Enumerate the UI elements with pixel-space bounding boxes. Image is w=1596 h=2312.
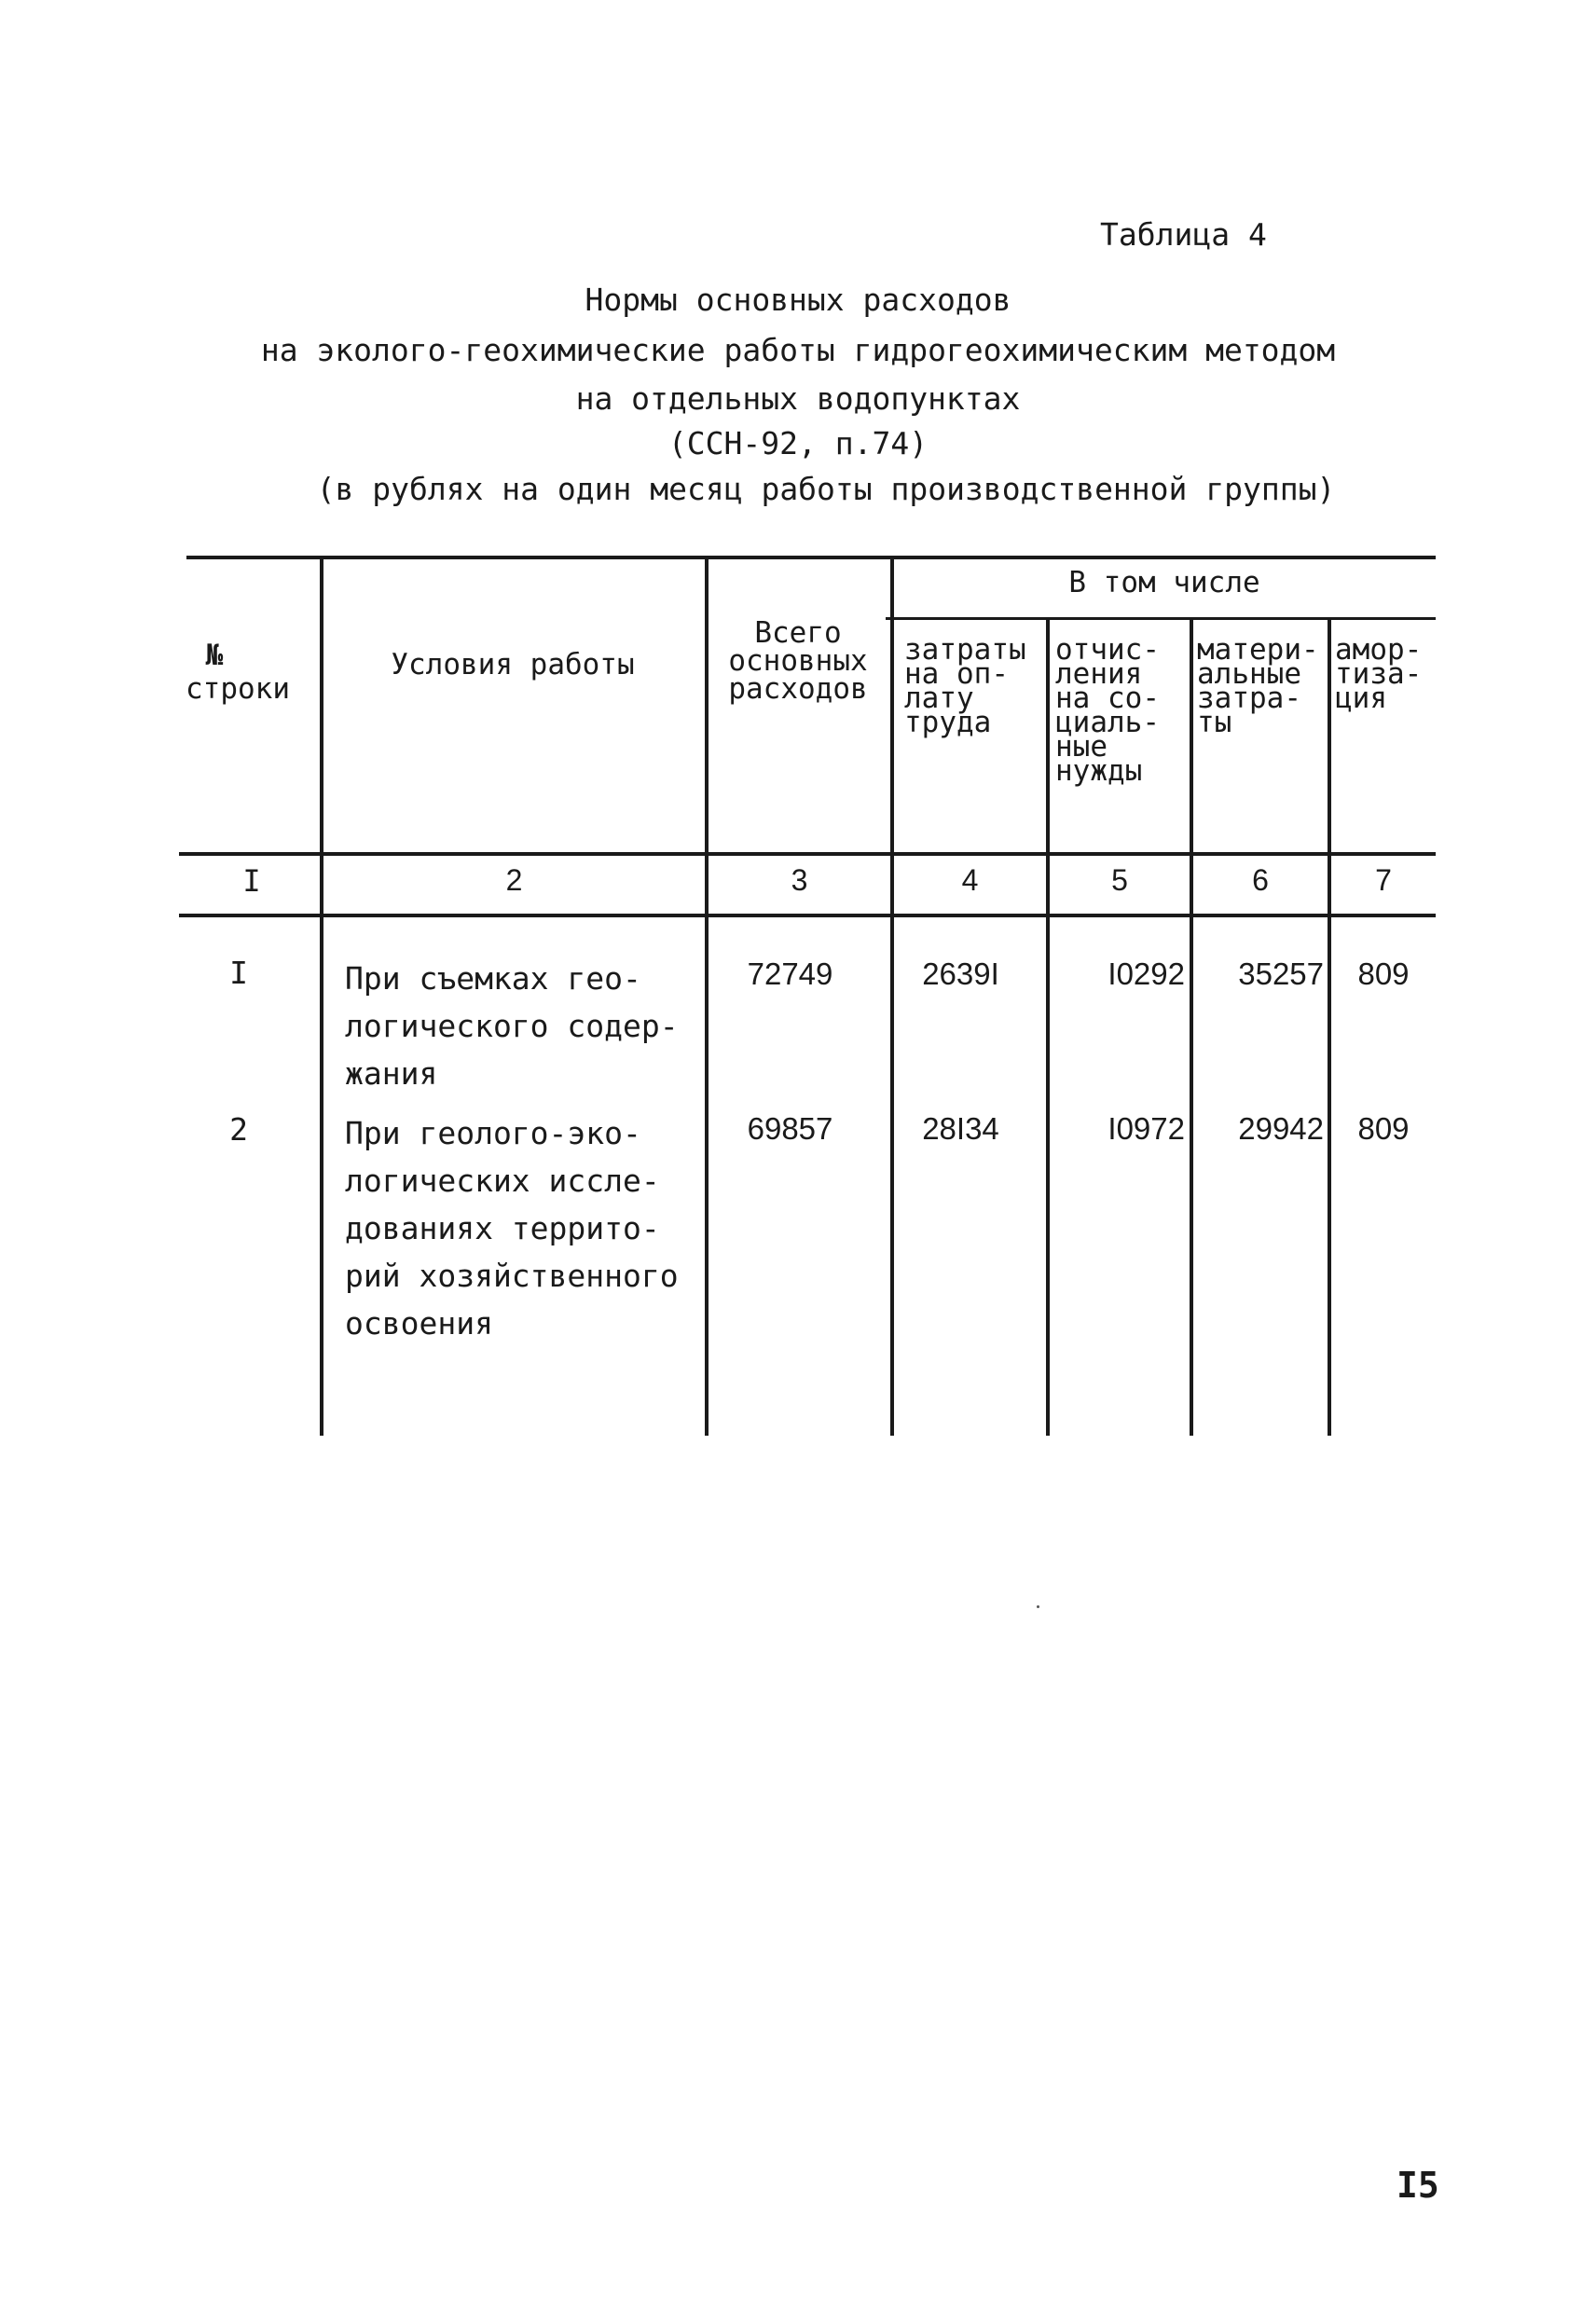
- amortization: 809: [1357, 956, 1410, 991]
- total-cost: 69857: [747, 1111, 833, 1146]
- title-line-1: Нормы основных расходов: [585, 282, 1011, 318]
- social-deductions: I0972: [1108, 1111, 1185, 1146]
- labor-cost-header: затраты на оп- лату труда: [904, 633, 1026, 739]
- materials-cost: 29942: [1238, 1111, 1324, 1146]
- column-divider: [890, 556, 894, 1436]
- column-number: 5: [1111, 863, 1128, 897]
- title-line-5: (в рублях на один месяц работы производственной группы): [316, 471, 1336, 507]
- title-line-3: на отдельных водопунктах: [575, 380, 1021, 417]
- column-number: 2: [505, 863, 523, 897]
- labor-cost: 2639I: [922, 956, 999, 991]
- amortization: 809: [1357, 1111, 1410, 1146]
- amortization-header: амор- тиза- ция: [1335, 633, 1423, 715]
- row-number-mark: №: [205, 639, 224, 672]
- scan-speck: [1037, 1605, 1039, 1608]
- subheader-rule: [886, 617, 1436, 620]
- row-number: 2: [229, 1111, 248, 1148]
- column-divider: [1328, 617, 1331, 1436]
- table-top-rule: [186, 556, 1436, 559]
- row-condition: При геолого-эко- логических иссле- дованиях террито- рий хозяйственного освоения: [345, 1115, 679, 1342]
- colnum-bottom-rule: [179, 914, 1436, 917]
- column-number: 3: [791, 863, 808, 897]
- including-header: В том числе: [1068, 566, 1260, 599]
- column-divider: [1190, 617, 1193, 1436]
- total-header: Всего основных расходов: [728, 616, 868, 706]
- social-deductions: I0292: [1108, 956, 1185, 991]
- conditions-header: Условия работы: [391, 648, 635, 681]
- materials-cost: 35257: [1238, 956, 1324, 991]
- column-divider: [320, 556, 323, 1436]
- row-number: I: [229, 955, 248, 991]
- row-number-header: строки: [186, 672, 290, 706]
- column-number: 4: [961, 863, 979, 897]
- labor-cost: 28I34: [922, 1111, 999, 1146]
- materials-header: матери- альные затра- ты: [1197, 633, 1319, 739]
- social-deductions-header: отчис- ления на со- циаль- ные нужды: [1055, 633, 1160, 788]
- column-divider: [1046, 617, 1050, 1436]
- title-line-2: на эколого-геохимические работы гидрогеохимическим методом: [260, 332, 1336, 368]
- table-label: Таблица 4: [1100, 216, 1267, 253]
- page-number: I5: [1396, 2165, 1439, 2206]
- title-line-4: (ССН-92, п.74): [667, 425, 929, 461]
- column-number: 6: [1252, 863, 1269, 897]
- header-bottom-rule: [179, 852, 1436, 856]
- column-number: I: [242, 863, 261, 899]
- total-cost: 72749: [747, 956, 833, 991]
- column-number: 7: [1375, 863, 1392, 897]
- row-condition: При съемках гео- логического содер- жания: [345, 960, 679, 1092]
